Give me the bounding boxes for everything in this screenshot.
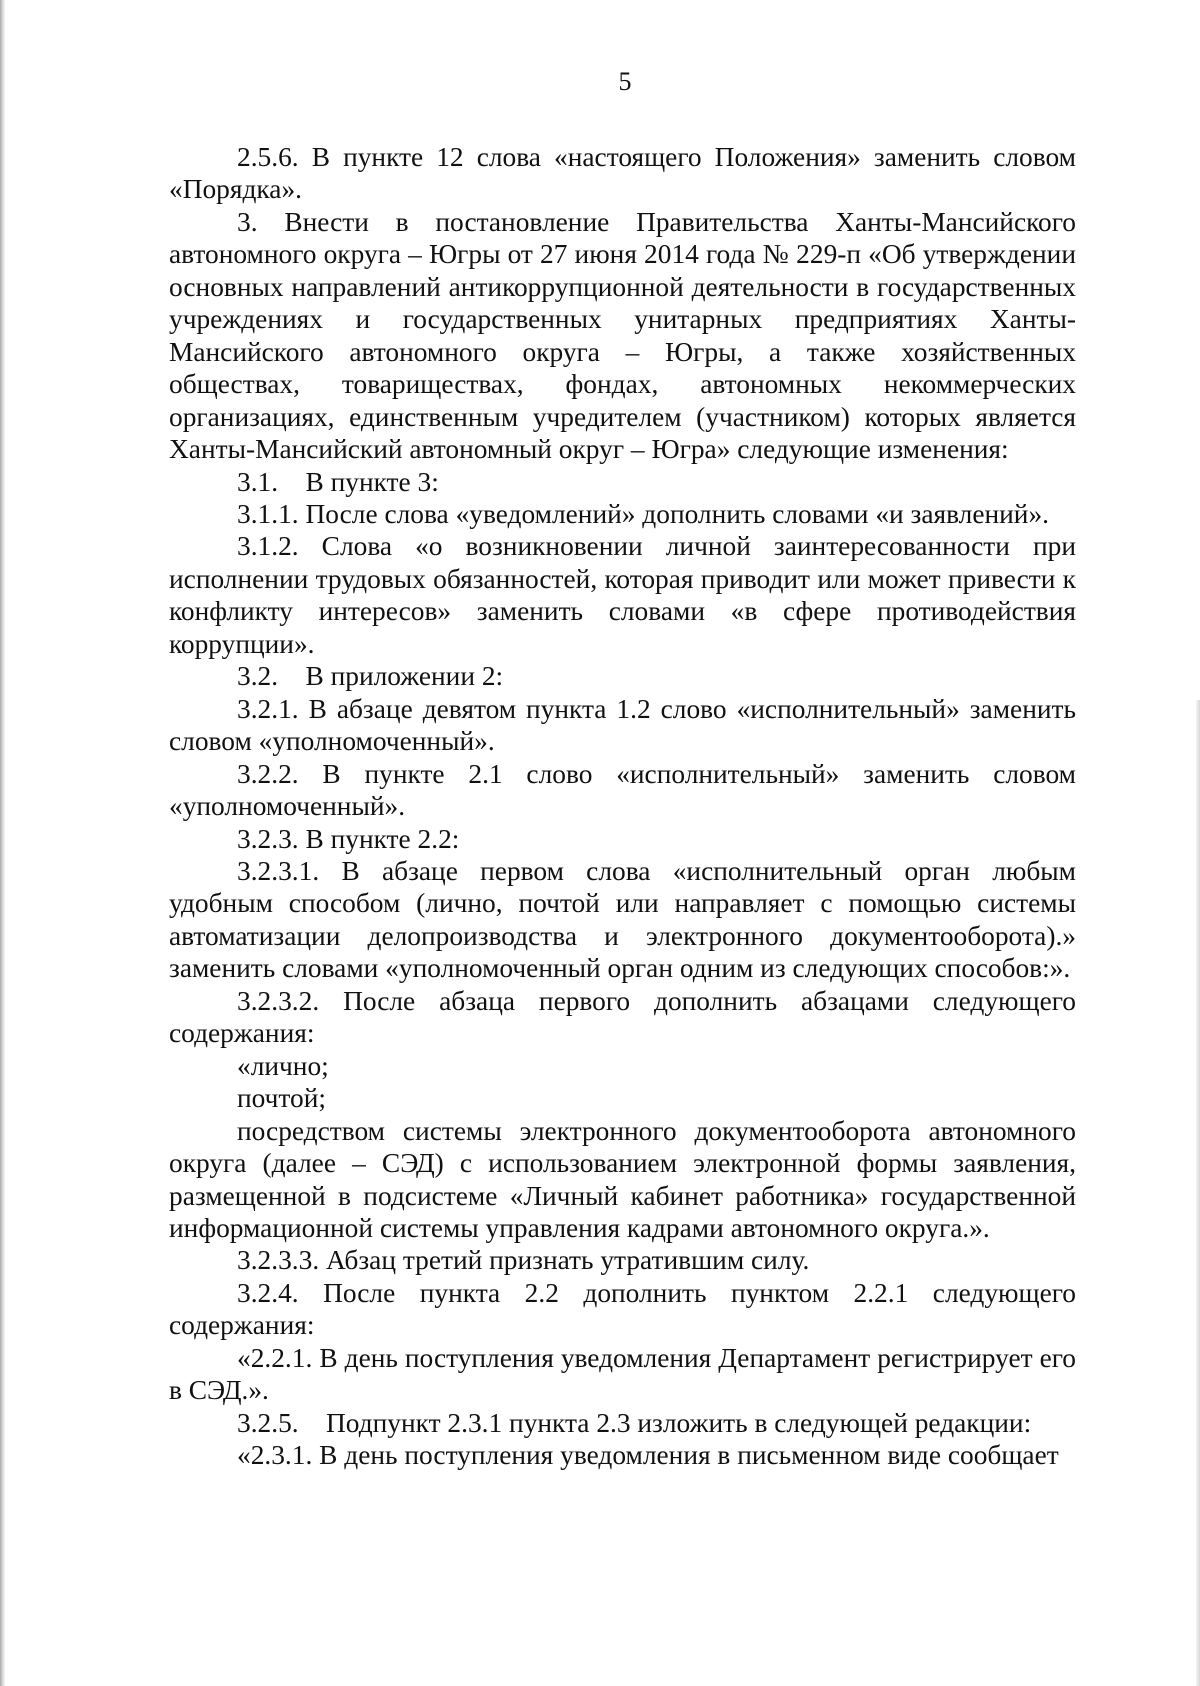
paragraph-3-1: 3.1. В пункте 3: xyxy=(237,466,439,497)
paragraph-3-2: 3.2. В приложении 2: xyxy=(237,661,504,692)
document-body xyxy=(169,141,1076,1472)
scan-edge-right xyxy=(1196,700,1200,1686)
scan-edge-left xyxy=(0,0,5,1686)
paragraph-2-3-1-quote: «2.3.1. В день поступления уведомления в письменном виде сообщает xyxy=(237,1440,1059,1471)
page-number: 5 xyxy=(618,67,632,96)
paragraph-3-2-1: 3.2.1. В абзаце девятом пункта 1.2 слово «исполнительный» заменить словом «уполномоченный». xyxy=(169,693,1076,757)
paragraph-3-2-3-1: 3.2.3.1. В абзаце первом слова «исполнительный орган любым удобным способом (лично, почтой или направляет с помощью системы автоматизации делопроизводства и электронного документооборота).» заменить словами «уполномоченный орган одним из следующих способов:». xyxy=(169,855,1076,984)
list-item-via-sed: посредством системы электронного документооборота автономного округа (далее – СЭД) с использованием электронной формы заявления, размещенной в подсистеме «Личный кабинет работника» государственной информационной системы управления кадрами автономного округа.». xyxy=(169,1115,1076,1243)
paragraph-3: 3. Внести в постановление Правительства Ханты-Мансийского автономного округа – Югры от 27 июня 2014 года № 229-п «Об утверждении основных направлений антикоррупционной деятельности в государственных учреждениях и государственных унитарных предприятиях Ханты-Мансийского автономного округа – Югры, а также хозяйственных обществах, товариществах, фондах, автономных некоммерческих организациях, единственным учредителем (участником) которых является Ханты-Мансийский автономный округ – Югра» следующие изменения: xyxy=(169,206,1076,465)
paragraph-2-5-6: 2.5.6. В пункте 12 слова «настоящего Положения» заменить словом «Порядка». xyxy=(169,142,1076,205)
paragraph-3-2-5: 3.2.5. Подпункт 2.3.1 пункта 2.3 изложить в следующей редакции: xyxy=(237,1407,1032,1438)
paragraph-3-2-3-3: 3.2.3.3. Абзац третий признать утратившим силу. xyxy=(237,1245,810,1276)
paragraph-3-2-2: 3.2.2. В пункте 2.1 слово «исполнительный» заменить словом «уполномоченный». xyxy=(169,758,1076,822)
list-item-by-mail: почтой; xyxy=(237,1083,326,1114)
paragraph-2-2-1-quote: «2.2.1. В день поступления уведомления Департамент регистрирует его в СЭД.». xyxy=(169,1342,1076,1406)
paragraph-3-1-1: 3.1.1. После слова «уведомлений» дополнить словами «и заявлений». xyxy=(237,498,1050,529)
paragraph-3-2-3-2: 3.2.3.2. После абзаца первого дополнить абзацами следующего содержания: xyxy=(169,985,1076,1049)
list-item-in-person: «лично; xyxy=(237,1050,329,1081)
paragraph-3-2-3: 3.2.3. В пункте 2.2: xyxy=(237,823,460,854)
paragraph-3-2-4: 3.2.4. После пункта 2.2 дополнить пунктом 2.2.1 следующего содержания: xyxy=(169,1277,1076,1341)
paragraph-3-1-2: 3.1.2. Слова «о возникновении личной заинтересованности при исполнении трудовых обязанностей, которая приводит или может привести к конфликту интересов» заменить словами «в сфере противодействия коррупции». xyxy=(169,531,1076,659)
